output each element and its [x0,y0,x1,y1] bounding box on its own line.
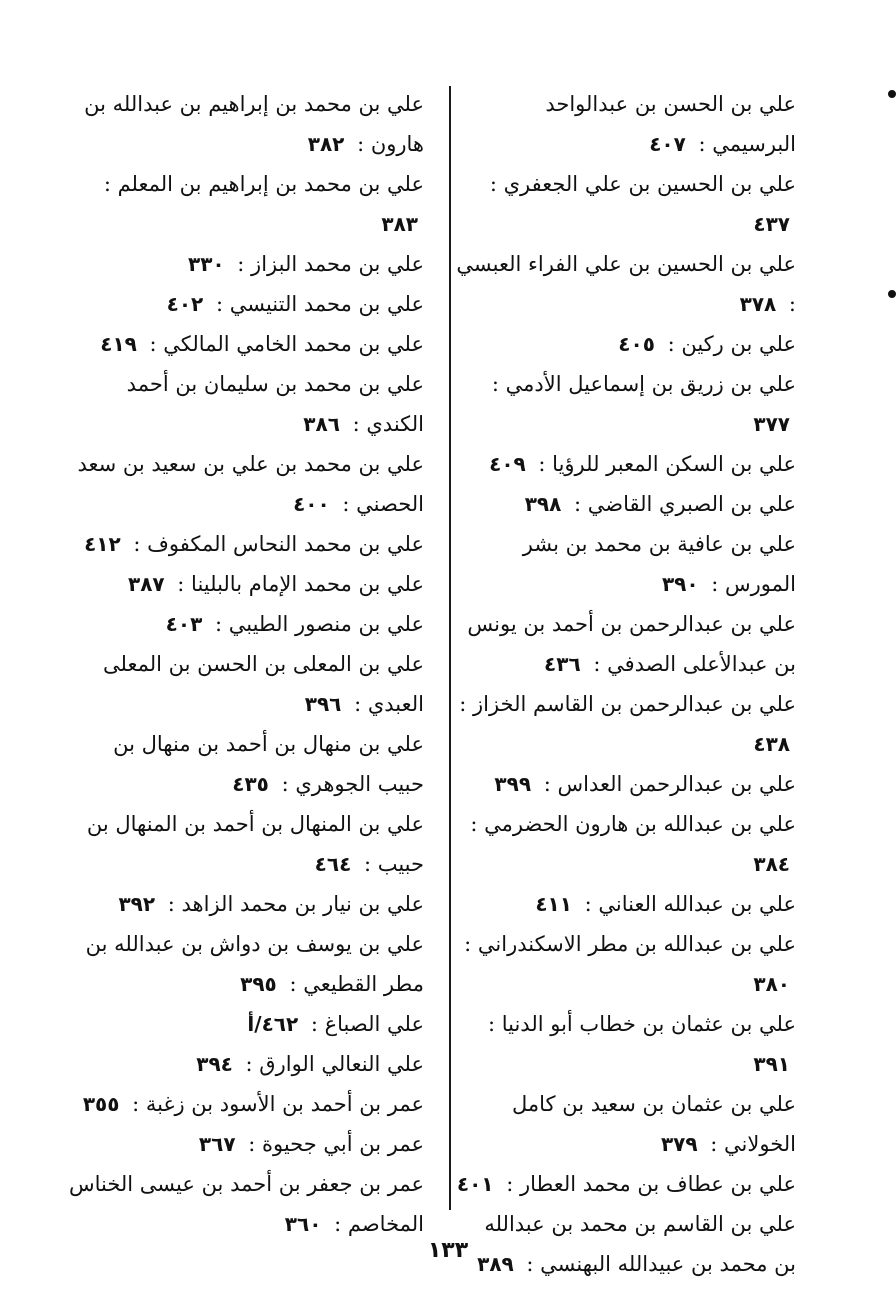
entry-page-number: ٣٨٣ [381,212,418,236]
index-entry [64,604,424,644]
entry-page-number: ٣٧٩ [660,1132,698,1156]
entry-name: علي بن عبدالرحمن بن القاسم الخزاز : [459,692,796,716]
entry-name: علي بن محمد بن علي بن سعيد بن سعد الحصني : [77,452,424,516]
index-entry [456,804,796,884]
index-entry [64,524,424,564]
index-column-left [64,84,424,1244]
index-entry [456,604,796,684]
entry-page-number: ٤٠٩ [489,452,526,476]
index-entry [64,1044,424,1084]
entry-page-number: ٤١٢ [84,532,121,556]
entry-name: علي بن محمد التنيسي : [215,292,424,316]
entry-page-number: ٤٠٧ [649,132,686,156]
entry-name: علي بن عبدالرحمن بن أحمد بن يونس بن عبدالأعلى الصدفي : [467,612,796,676]
index-column-right [456,84,796,1284]
index-entry [456,84,796,164]
entry-page-number: ٣٩١ [753,1052,790,1076]
entry-page-number: ٤٠٢ [166,292,204,316]
index-entry [456,924,796,1004]
entry-name: علي بن القاسم بن محمد بن عبدالله بن محمد بن عبيدالله البهنسي : [484,1212,796,1276]
index-entry [64,1004,424,1044]
entry-name: علي بن محمد الخامي المالكي : [149,332,424,356]
index-entry [64,1164,424,1244]
index-entry [456,884,796,924]
entry-name: علي بن محمد بن سليمان بن أحمد الكندي : [126,372,424,436]
index-entry [456,444,796,484]
entry-page-number: ٤٠٠ [293,492,330,516]
entry-name: علي بن محمد النحاس المكفوف : [133,532,424,556]
entry-page-number: ٣٩٤ [196,1052,233,1076]
entry-name: علي بن عبدالرحمن العداس : [543,772,796,796]
entry-name: علي بن نيار بن محمد الزاهد : [167,892,424,916]
entry-name: علي بن زريق بن إسماعيل الأدمي : [491,372,796,396]
entry-page-number: ٤١٩ [100,332,137,356]
index-entry [64,244,424,284]
entry-name: علي بن الصبري القاضي : [574,492,796,516]
entry-name: علي بن محمد البزاز : [237,252,424,276]
index-entry [64,564,424,604]
entry-page-number: ٣٨٩ [477,1252,514,1276]
index-entry [456,1004,796,1084]
entry-name: علي بن يوسف بن دواش بن عبدالله بن مطر القطيعي : [85,932,424,996]
index-entry [456,1084,796,1164]
entry-name: علي بن منصور الطيبي : [214,612,424,636]
index-entry [456,364,796,444]
index-entry [64,444,424,524]
entry-name: عمر بن أبي جحيوة : [248,1132,424,1156]
entry-name: عمر بن أحمد بن الأسود بن زغبة : [132,1092,424,1116]
index-entry [456,524,796,604]
entry-name: علي بن الحسين بن علي الجعفري : [489,172,796,196]
entry-page-number: ٣٨٦ [303,412,340,436]
page-number: ١٣٣ [427,1238,469,1263]
column-divider [449,86,451,1210]
entry-page-number: ٣٨٠ [753,972,790,996]
entry-page-number: ٤٠١ [456,1172,494,1196]
index-entry [64,724,424,804]
entry-name: علي بن عثمان بن خطاب أبو الدنيا : [487,1012,796,1036]
entry-name: علي بن محمد بن إبراهيم بن المعلم : [103,172,424,196]
index-entry [64,84,424,164]
entry-page-number: ٣٦٧ [198,1132,236,1156]
index-entry [456,244,796,324]
index-entry [64,644,424,724]
entry-page-number: ٤٠٥ [618,332,655,356]
entry-name: علي بن عبدالله العناني : [584,892,796,916]
entry-name: علي بن محمد بن إبراهيم بن عبدالله بن هارون : [84,92,424,156]
entry-page-number: ٤٠٣ [165,612,203,636]
entry-page-number: ٤٣٨ [753,732,790,756]
index-entry [456,1164,796,1204]
entry-name: علي بن عطاف بن محمد العطار : [506,1172,796,1196]
entry-name: علي بن منهال بن أحمد بن منهال بن حبيب الجوهري : [113,732,424,796]
entry-page-number: ٣٧٨ [739,292,777,316]
entry-name: علي بن السكن المعبر للرؤيا : [538,452,796,476]
entry-page-number: ٣٣٠ [187,252,225,276]
entry-name: علي بن الحسين بن علي الفراء العبسي : [456,252,796,316]
index-entry [64,1084,424,1124]
entry-page-number: ٤٣٦ [544,652,581,676]
entry-name: علي بن عثمان بن سعيد بن كامل الخولاني : [512,1092,796,1156]
index-entry [64,924,424,1004]
index-entry [64,284,424,324]
index-entry [456,164,796,244]
entry-name: علي بن محمد الإمام بالبلينا : [177,572,424,596]
index-entry [456,764,796,804]
entry-name: علي النعالي الوارق : [245,1052,424,1076]
entry-name: علي بن ركين : [667,332,796,356]
entry-page-number: ٣٩٥ [240,972,277,996]
entry-page-number: ٤٣٥ [232,772,269,796]
entry-page-number: ٣٨٢ [307,132,345,156]
entry-name: علي بن المعلى بن الحسن بن المعلى العبدي : [103,652,424,716]
entry-page-number: ٤٣٧ [753,212,790,236]
index-entry [64,324,424,364]
entry-page-number: ٣٨٧ [127,572,165,596]
index-entry [456,684,796,764]
entry-name: علي الصباغ : [310,1012,424,1036]
entry-name: علي بن عبدالله بن هارون الحضرمي : [470,812,796,836]
entry-page-number: ٣٥٥ [82,1092,120,1116]
entry-name: علي بن المنهال بن أحمد بن المنهال بن حبيب : [86,812,424,876]
entry-name: علي بن عبدالله بن مطر الاسكندراني : [464,932,796,956]
index-entry [456,484,796,524]
index-entry [64,804,424,884]
index-entry [64,884,424,924]
entry-page-number: ٤١١ [535,892,572,916]
entry-page-number: ٣٩٦ [304,692,342,716]
index-entry [64,364,424,444]
index-entry [64,1124,424,1164]
entry-page-number: ٤٦٤ [314,852,352,876]
entry-page-number: ٣٩٠ [661,572,699,596]
entry-name: علي بن الحسن بن عبدالواحد البرسيمي : [545,92,796,156]
index-entry [456,324,796,364]
entry-page-number: ٣٦٠ [284,1212,322,1236]
entry-page-number: ٣٨٤ [753,852,790,876]
entry-page-number: ٣٩٢ [118,892,156,916]
entry-page-number: ٣٩٩ [494,772,532,796]
entry-name: عمر بن جعفر بن أحمد بن عيسى الخناس المخاصم : [68,1172,424,1236]
entry-name: علي بن عافية بن محمد بن بشر المورس : [522,532,796,596]
margin-dot [888,290,896,298]
index-entry [64,164,424,244]
entry-page-number: ٣٩٨ [524,492,562,516]
entry-page-number: ٤٦٢/أ [247,1012,299,1036]
margin-dot [888,90,896,98]
entry-page-number: ٣٧٧ [753,412,790,436]
